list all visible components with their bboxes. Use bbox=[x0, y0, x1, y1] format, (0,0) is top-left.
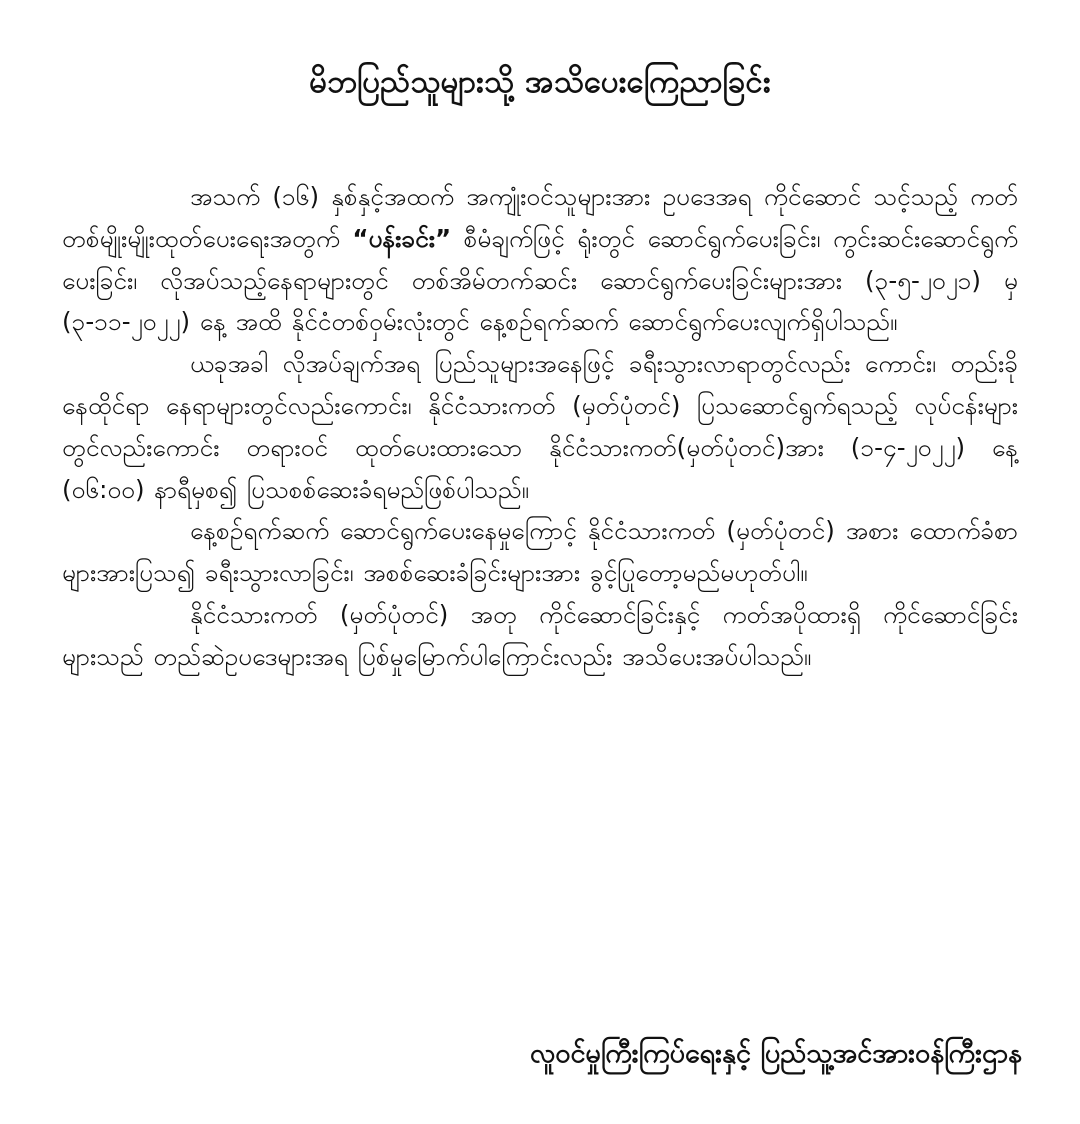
pan-khin-program-name: “ပန်းခင်း” bbox=[352, 223, 452, 253]
notice-paragraph-3: နေ့စဉ်ရက်ဆက် ဆောင်ရွက်ပေးနေမှုကြောင့် နိုင်ငံသားကတ် (မှတ်ပုံတင်) အစား ထောက်ခံစာများအားပြသ၍ ခရီးသွားလာခြင်း၊ အစစ်ဆေးခံခြင်းများအား ခွင့်ပြုတော့မည်မဟုတ်ပါ။ bbox=[62, 516, 1018, 588]
paragraph-1-text-after: စီမံချက်ဖြင့် ရုံးတွင် ဆောင်ရွက်ပေးခြင်း၊ ကွင်းဆင်းဆောင်ရွက်ပေးခြင်း၊ လိုအပ်သည့်နေရာများတွင် တစ်အိမ်တက်ဆင်း ဆောင်ရွက်ပေးခြင်းများအား (၃-၅-၂၀၂၁) မှ (၃-၁၁-၂၀၂၂) နေ့ အထိ နိုင်ငံတစ်ဝှမ်းလုံးတွင် နေ့စဉ်ရက်ဆက် ဆောင်ရွက်ပေးလျက်ရှိပါသည်။ bbox=[62, 223, 1018, 337]
notice-title: မိဘပြည်သူများသို့ အသိပေးကြေညာခြင်း bbox=[309, 64, 771, 100]
notice-paragraph-2: ယခုအခါ လိုအပ်ချက်အရ ပြည်သူများအနေဖြင့် ခရီးသွားလာရာတွင်လည်း ကောင်း၊ တည်းခိုနေထိုင်ရာ နေရာများတွင်လည်းကောင်း၊ နိုင်ငံသားကတ် (မှတ်ပုံတင်) ပြသဆောင်ရွက်ရသည့် လုပ်ငန်းများတွင်လည်းကောင်း တရားဝင် ထုတ်ပေးထားသော နိုင်ငံသားကတ်(မှတ်ပုံတင်)အား (၁-၄-၂၀၂၂) နေ့ (၀၆:၀၀) နာရီမှစ၍ ပြသစစ်ဆေးခံရမည်ဖြစ်ပါသည်။ bbox=[62, 349, 1018, 504]
notice-paragraph-4: နိုင်ငံသားကတ် (မှတ်ပုံတင်) အတု ကိုင်ဆောင်ခြင်းနှင့် ကတ်အပိုထားရှိ ကိုင်ဆောင်ခြင်းများသည် တည်ဆဲဥပဒေများအရ ပြစ်မှုမြောက်ပါကြောင်းလည်း အသိပေးအပ်ပါသည်။ bbox=[62, 599, 1018, 671]
issuing-ministry-signature: လူဝင်မှုကြီးကြပ်ရေးနှင့် ပြည်သူ့အင်အားဝန်ကြီးဌာန bbox=[529, 1038, 1022, 1069]
paragraph-1-text-before: အသက် (၁၆) နှစ်နှင့်အထက် အကျုံးဝင်သူများအား ဥပဒေအရ ကိုင်ဆောင် သင့်သည့် ကတ်တစ်မျိုးမျိုးထုတ်ပေးရေးအတွက် bbox=[62, 182, 1018, 253]
notice-paragraph-1 bbox=[62, 176, 1018, 343]
